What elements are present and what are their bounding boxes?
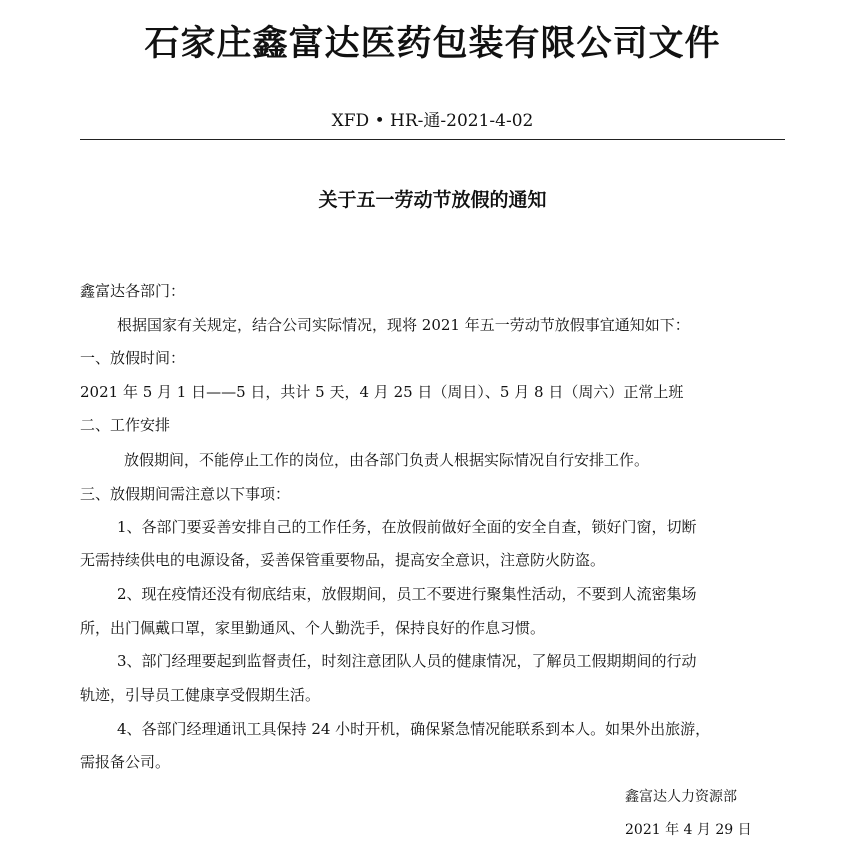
precaution-item-1-line-2: 无需持续供电的电源设备，妥善保管重要物品，提高安全意识，注意防火防盗。 bbox=[80, 551, 606, 569]
precaution-item-1-line-1: 1、各部门要妥善安排自己的工作任务，在放假前做好全面的安全自查，锁好门窗，切断 bbox=[117, 518, 697, 536]
notice-title: 关于五一劳动节放假的通知 bbox=[318, 189, 547, 211]
holiday-time-text: 2021 年 5 月 1 日——5 日，共计 5 天，4 月 25 日（周日）、5 月 8 日（周六）正常上班 bbox=[80, 383, 684, 401]
org-title: 石家庄鑫富达医药包装有限公司文件 bbox=[144, 24, 721, 64]
precaution-item-3-line-2: 轨迹，引导员工健康享受假期生活。 bbox=[80, 686, 321, 704]
precaution-item-2-line-2: 所，出门佩戴口罩，家里勤通风、个人勤洗手，保持良好的作息习惯。 bbox=[80, 619, 546, 637]
precaution-item-3-line-1: 3、部门经理要起到监督责任，时刻注意团队人员的健康情况，了解员工假期期间的行动 bbox=[117, 652, 697, 670]
section-heading-precautions: 三、放假期间需注意以下事项： bbox=[80, 485, 291, 503]
document-number: XFD • HR-通-2021-4-02 bbox=[331, 111, 534, 131]
intro-paragraph: 根据国家有关规定，结合公司实际情况，现将 2021 年五一劳动节放假事宜通知如下： bbox=[117, 316, 690, 334]
section-heading-work-arrangement: 二、工作安排 bbox=[80, 416, 171, 434]
precaution-item-2-line-1: 2、现在疫情还没有彻底结束，放假期间，员工不要进行聚集性活动，不要到人流密集场 bbox=[117, 585, 697, 603]
precaution-item-4-line-1: 4、各部门经理通讯工具保持 24 小时开机，确保紧急情况能联系到本人。如果外出旅游， bbox=[117, 720, 711, 738]
salutation: 鑫富达各部门： bbox=[80, 282, 186, 300]
precaution-item-4-line-2: 需报备公司。 bbox=[80, 753, 171, 771]
issuing-department: 鑫富达人力资源部 bbox=[625, 789, 737, 805]
issue-date: 2021 年 4 月 29 日 bbox=[625, 822, 752, 838]
header-divider bbox=[80, 139, 785, 140]
work-arrangement-text: 放假期间，不能停止工作的岗位，由各部门负责人根据实际情况自行安排工作。 bbox=[124, 451, 650, 469]
section-heading-holiday-time: 一、放假时间： bbox=[80, 349, 186, 367]
